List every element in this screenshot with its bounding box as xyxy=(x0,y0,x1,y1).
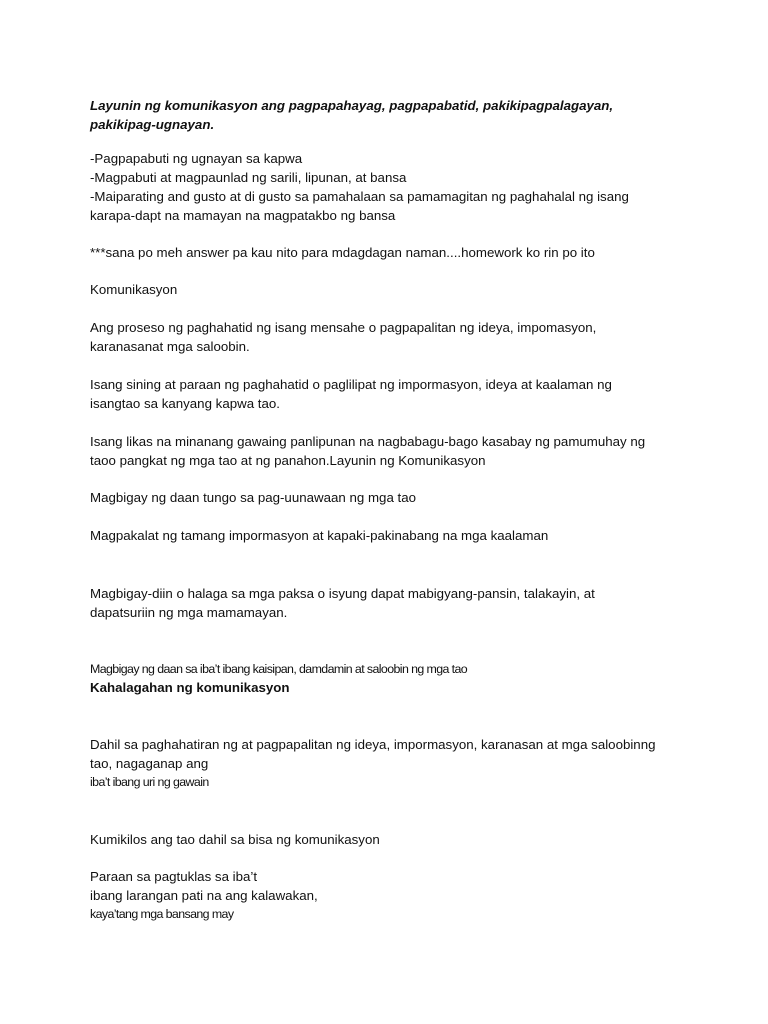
title-line: pakikipag-ugnayan. xyxy=(90,117,215,132)
importance-line: ibang larangan pati na ang kalawakan, xyxy=(90,888,318,903)
goal-paragraph-1 xyxy=(90,488,690,507)
title-paragraph xyxy=(90,96,690,134)
definition-paragraph-3 xyxy=(90,432,690,470)
importance-line: Dahil sa paghahatiran ng at pagpapalitan ng ideya, impormasyon, karanasan at mga saloobinng xyxy=(90,737,656,752)
goal-line: Magbigay-diin o halaga sa mga paksa o isyung dapat mabigyang-pansin, talakayin, at xyxy=(90,586,595,601)
importance-paragraph-2 xyxy=(90,830,690,849)
heading-text: Komunikasyon xyxy=(90,282,178,297)
bullet-line: -Pagpapabuti ng ugnayan sa kapwa xyxy=(90,151,303,166)
definition-line: isangtao sa kanyang kapwa tao. xyxy=(90,396,280,411)
goal-paragraph-4 xyxy=(90,660,690,679)
importance-line: iba’t ibang uri ng gawain xyxy=(90,775,209,789)
importance-line: tao, nagaganap ang xyxy=(90,756,209,771)
goal-text: Magbigay ng daan sa iba’t ibang kaisipan, damdamin at saloobin ng mga tao xyxy=(90,662,468,676)
importance-line: Paraan sa pagtuklas sa iba’t xyxy=(90,869,258,884)
goal-paragraph-3 xyxy=(90,584,690,622)
goal-text: Magbigay ng daan tungo sa pag-uunawaan ng mga tao xyxy=(90,490,417,505)
definition-line: Isang likas na minanang gawaing panlipunan na nagbabagu-bago kasabay ng pamumuhay ng xyxy=(90,434,646,449)
title-line: Layunin ng komunikasyon ang pagpapahayag, pagpapabatid, pakikipagpalagayan, xyxy=(90,98,614,113)
importance-line: kaya’tang mga bansang may xyxy=(90,907,234,921)
goal-line: dapatsuriin ng mga mamamayan. xyxy=(90,605,288,620)
bullet-list xyxy=(90,149,690,225)
importance-text: Kumikilos ang tao dahil sa bisa ng komunikasyon xyxy=(90,832,380,847)
heading-kahalagahan xyxy=(90,678,690,697)
goal-paragraph-2 xyxy=(90,526,690,545)
note-text: ***sana po meh answer pa kau nito para mdagdagan naman....homework ko rin po ito xyxy=(90,245,595,260)
bullet-line: -Maiparating and gusto at di gusto sa pamahalaan sa pamamagitan ng paghahalal ng isang xyxy=(90,189,629,204)
definition-line: Isang sining at paraan ng paghahatid o paglilipat ng impormasyon, ideya at kaalaman ng xyxy=(90,377,612,392)
definition-line: karanasanat mga saloobin. xyxy=(90,339,250,354)
definition-line: taoo pangkat ng mga tao at ng panahon.Layunin ng Komunikasyon xyxy=(90,453,486,468)
heading-text: Kahalagahan ng komunikasyon xyxy=(90,680,290,695)
importance-paragraph-1 xyxy=(90,735,690,792)
goal-text: Magpakalat ng tamang impormasyon at kapaki-pakinabang na mga kaalaman xyxy=(90,528,549,543)
heading-komunikasyon xyxy=(90,280,690,299)
bullet-line: karapa-dapt na mamayan na magpatakbo ng bansa xyxy=(90,208,396,223)
definition-paragraph-2 xyxy=(90,375,690,413)
definition-paragraph-1 xyxy=(90,318,690,356)
definition-line: Ang proseso ng paghahatid ng isang mensahe o pagpapalitan ng ideya, impomasyon, xyxy=(90,320,597,335)
bullet-line: -Magpabuti at magpaunlad ng sarili, lipunan, at bansa xyxy=(90,170,407,185)
note-paragraph xyxy=(90,243,690,262)
importance-paragraph-3 xyxy=(90,867,690,924)
